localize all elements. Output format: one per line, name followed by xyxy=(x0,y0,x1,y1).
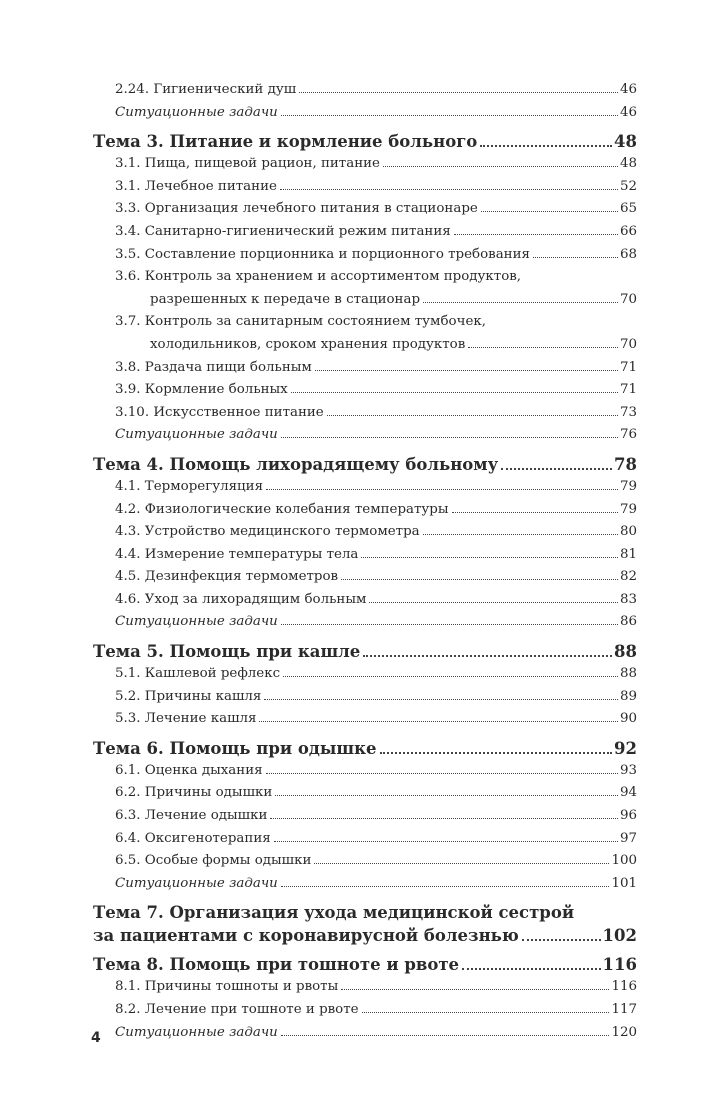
entry-row xyxy=(115,102,637,125)
toc-entry[interactable] xyxy=(93,221,637,244)
entry-row xyxy=(115,976,637,999)
toc-entry[interactable] xyxy=(93,999,637,1022)
toc-entry[interactable] xyxy=(93,589,637,612)
entry-title: 5.2. Причины кашля xyxy=(115,688,262,704)
entry-title: 5.1. Кашлевой рефлекс xyxy=(115,666,281,682)
entry-title: 3.4. Санитарно-гигиенический режим питания xyxy=(115,223,451,239)
entry-row xyxy=(115,521,637,544)
toc-section xyxy=(93,79,637,124)
entry-page-number: 88 xyxy=(614,642,637,662)
entry-page-number: 68 xyxy=(619,246,637,262)
entry-page-number: 120 xyxy=(611,1024,637,1040)
entry-row xyxy=(115,402,637,425)
entry-title: Ситуационные задачи xyxy=(115,427,278,443)
dot-leader xyxy=(299,92,618,93)
entry-page-number: 90 xyxy=(619,711,637,727)
toc-entry[interactable] xyxy=(93,176,637,199)
toc-entry[interactable] xyxy=(93,198,637,221)
entry-row xyxy=(115,289,637,312)
dot-leader xyxy=(423,534,618,535)
toc-heading[interactable] xyxy=(93,453,637,476)
entry-title: Ситуационные задачи xyxy=(115,104,278,120)
entry-row xyxy=(115,244,637,267)
dot-leader xyxy=(468,347,618,348)
dot-leader xyxy=(274,841,618,842)
entry-page-number: 86 xyxy=(619,614,637,630)
toc-entry[interactable] xyxy=(93,102,637,125)
dot-leader xyxy=(533,257,618,258)
entry-row xyxy=(115,198,637,221)
entry-row xyxy=(115,476,637,499)
entry-page-number: 52 xyxy=(619,178,637,194)
entry-page-number: 116 xyxy=(611,979,637,995)
entry-page-number: 101 xyxy=(611,875,637,891)
toc-section xyxy=(93,640,637,731)
dot-leader xyxy=(266,489,618,490)
dot-leader xyxy=(283,676,618,677)
dot-leader xyxy=(341,579,618,580)
dot-leader xyxy=(281,437,618,438)
entry-title: 4.3. Устройство медицинского термометра xyxy=(115,524,420,540)
dot-leader xyxy=(314,863,609,864)
toc-entry[interactable] xyxy=(93,521,637,544)
dot-leader xyxy=(341,989,609,990)
entry-row xyxy=(115,221,637,244)
dot-leader xyxy=(454,234,618,235)
entry-page-number: 78 xyxy=(614,454,637,474)
toc-section xyxy=(93,737,637,896)
toc-entry[interactable] xyxy=(93,850,637,873)
dot-leader xyxy=(281,886,610,887)
entry-row xyxy=(115,357,637,380)
entry-title: холодильников, сроком хранения продуктов xyxy=(150,336,466,352)
entry-title: 3.3. Организация лечебного питания в стационаре xyxy=(115,201,478,217)
entry-row xyxy=(93,737,637,760)
toc-entry[interactable] xyxy=(93,1022,637,1045)
entry-page-number: 46 xyxy=(619,104,637,120)
entry-title: 3.1. Пища, пищевой рацион, питание xyxy=(115,156,380,172)
toc-entry[interactable] xyxy=(93,153,637,176)
toc-heading[interactable] xyxy=(93,640,637,663)
dot-leader xyxy=(452,512,618,513)
dot-leader xyxy=(522,939,601,941)
entry-title: 3.5. Составление порционника и порционного требования xyxy=(115,246,530,262)
dot-leader xyxy=(281,1035,610,1036)
entry-page-number: 117 xyxy=(611,1002,637,1017)
dot-leader xyxy=(481,211,618,212)
entry-page-number: 94 xyxy=(619,785,637,801)
entry-title: Ситуационные задачи xyxy=(115,875,278,891)
entry-page-number: 70 xyxy=(619,291,637,307)
entry-page-number: 71 xyxy=(619,382,637,398)
entry-row xyxy=(115,805,637,828)
entry-page-number: 81 xyxy=(619,546,637,562)
entry-page-number: 73 xyxy=(619,404,637,420)
dot-leader xyxy=(383,166,618,167)
entry-page-number: 71 xyxy=(619,359,637,375)
entry-row xyxy=(115,499,637,522)
entry-row xyxy=(115,873,637,896)
toc-section xyxy=(93,130,637,447)
entry-row xyxy=(115,850,637,873)
entry-page-number: 89 xyxy=(619,688,637,704)
entry-page-number: 88 xyxy=(619,666,637,682)
entry-page-number: 70 xyxy=(619,336,637,352)
entry-row xyxy=(93,453,637,476)
entry-row xyxy=(93,953,637,976)
toc-entry[interactable] xyxy=(93,244,637,267)
toc-section xyxy=(93,953,637,1044)
entry-title: Тема 4. Помощь лихорадящему больному xyxy=(93,454,499,474)
entry-page-number: 93 xyxy=(619,762,637,778)
dot-leader xyxy=(264,699,618,700)
entry-title: за пациентами с коронавирусной болезнью xyxy=(93,926,519,946)
entry-page-number: 80 xyxy=(619,524,637,540)
dot-leader xyxy=(266,773,618,774)
toc-entry[interactable] xyxy=(93,544,637,567)
entry-page-number: 76 xyxy=(619,427,637,443)
toc-entry[interactable] xyxy=(93,760,637,783)
entry-page-number: 79 xyxy=(619,501,637,517)
entry-page-number: 83 xyxy=(619,591,637,607)
entry-row xyxy=(115,686,637,709)
entry-row xyxy=(93,640,637,663)
toc-entry[interactable] xyxy=(93,424,637,447)
entry-title: 3.1. Лечебное питание xyxy=(115,178,277,194)
entry-title: 6.3. Лечение одышки xyxy=(115,808,268,824)
entry-row xyxy=(115,79,637,102)
toc-heading[interactable] xyxy=(93,953,637,976)
entry-row xyxy=(115,760,637,783)
toc-entry[interactable] xyxy=(93,476,637,499)
dot-leader xyxy=(361,557,618,558)
entry-title: 4.1. Терморегуляция xyxy=(115,478,264,494)
entry-row xyxy=(115,999,637,1022)
entry-title: 3.10. Искусственное питание xyxy=(115,404,324,420)
entry-page-number: 92 xyxy=(614,738,637,758)
dot-leader xyxy=(280,189,618,190)
entry-title: 3.9. Кормление больных xyxy=(115,382,288,398)
toc-entry[interactable] xyxy=(93,828,637,851)
toc-entry[interactable] xyxy=(93,499,637,522)
entry-page-number: 96 xyxy=(619,808,637,824)
entry-page-number: 82 xyxy=(619,569,637,585)
dot-leader xyxy=(315,370,618,371)
entry-row xyxy=(115,379,637,402)
toc-entry[interactable] xyxy=(93,611,637,634)
toc-entry[interactable] xyxy=(93,566,637,589)
entry-title: Тема 5. Помощь при кашле xyxy=(93,642,361,662)
toc-entry[interactable] xyxy=(93,357,637,380)
entry-page-number: 46 xyxy=(619,82,637,97)
entry-row xyxy=(115,828,637,851)
dot-leader xyxy=(423,302,618,303)
entry-row xyxy=(115,176,637,199)
entry-title: 4.4. Измерение температуры тела xyxy=(115,546,359,562)
entry-page-number: 79 xyxy=(619,478,637,494)
entry-title: 4.2. Физиологические колебания температуры xyxy=(115,501,449,517)
entry-title-line: Тема 7. Организация ухода медицинской сестрой xyxy=(93,903,575,923)
entry-title: Ситуационные задачи xyxy=(115,1024,278,1040)
toc-entry[interactable] xyxy=(93,686,637,709)
toc-section xyxy=(93,901,637,947)
toc-section xyxy=(93,453,637,634)
entry-row xyxy=(115,566,637,589)
toc-entry[interactable] xyxy=(93,379,637,402)
entry-title: 8.2. Лечение при тошноте и рвоте xyxy=(115,1002,359,1017)
entry-row xyxy=(115,334,637,357)
entry-title: 5.3. Лечение кашля xyxy=(115,711,257,727)
dot-leader xyxy=(291,392,618,393)
dot-leader xyxy=(369,602,618,603)
entry-title: 3.8. Раздача пищи больным xyxy=(115,359,312,375)
dot-leader xyxy=(327,415,618,416)
entry-page-number: 100 xyxy=(611,853,637,869)
entry-title: 6.5. Особые формы одышки xyxy=(115,853,312,869)
toc-entry[interactable] xyxy=(93,402,637,425)
entry-row xyxy=(115,1022,637,1045)
entry-page-number: 48 xyxy=(619,156,637,172)
table-of-contents xyxy=(93,79,637,1050)
toc-entry[interactable] xyxy=(93,805,637,828)
entry-title-line: 3.6. Контроль за хранением и ассортиментом продуктов, xyxy=(115,269,522,285)
dot-leader xyxy=(275,795,618,796)
dot-leader xyxy=(501,468,612,470)
entry-title: Ситуационные задачи xyxy=(115,614,278,630)
entry-title-line: 3.7. Контроль за санитарным состоянием тумбочек, xyxy=(115,314,487,330)
entry-row xyxy=(93,924,637,947)
entry-title: 6.1. Оценка дыхания xyxy=(115,762,263,778)
entry-row xyxy=(115,424,637,447)
dot-leader xyxy=(363,655,612,657)
page-number: 4 xyxy=(91,1030,101,1046)
toc-entry[interactable] xyxy=(93,79,637,102)
entry-row xyxy=(115,782,637,805)
entry-page-number: 97 xyxy=(619,830,637,846)
dot-leader xyxy=(462,968,600,970)
toc-heading[interactable] xyxy=(93,901,637,947)
toc-heading[interactable] xyxy=(93,737,637,760)
toc-heading[interactable] xyxy=(93,130,637,153)
dot-leader xyxy=(281,624,618,625)
dot-leader xyxy=(270,818,618,819)
entry-row xyxy=(115,708,637,731)
entry-title: Тема 6. Помощь при одышке xyxy=(93,738,377,758)
entry-row xyxy=(115,544,637,567)
toc-entry[interactable] xyxy=(93,976,637,999)
dot-leader xyxy=(480,145,612,147)
toc-entry[interactable] xyxy=(93,663,637,686)
toc-entry[interactable] xyxy=(93,311,637,356)
entry-row xyxy=(115,663,637,686)
dot-leader xyxy=(281,115,618,116)
entry-title: Тема 8. Помощь при тошноте и рвоте xyxy=(93,955,460,975)
toc-entry[interactable] xyxy=(93,873,637,896)
entry-title: 6.2. Причины одышки xyxy=(115,785,273,801)
toc-entry[interactable] xyxy=(93,782,637,805)
entry-page-number: 65 xyxy=(619,201,637,217)
entry-page-number: 48 xyxy=(614,132,637,152)
entry-title: 2.24. Гигиенический душ xyxy=(115,82,297,97)
entry-title: Тема 3. Питание и кормление больного xyxy=(93,132,478,152)
entry-row xyxy=(93,130,637,153)
toc-entry[interactable] xyxy=(93,266,637,311)
entry-title: 4.6. Уход за лихорадящим больным xyxy=(115,591,367,607)
entry-title: 8.1. Причины тошноты и рвоты xyxy=(115,979,339,995)
entry-row xyxy=(115,589,637,612)
entry-page-number: 102 xyxy=(602,926,637,946)
entry-row xyxy=(115,611,637,634)
dot-leader xyxy=(380,752,613,754)
toc-entry[interactable] xyxy=(93,708,637,731)
dot-leader xyxy=(362,1012,610,1013)
entry-row xyxy=(115,153,637,176)
dot-leader xyxy=(259,721,617,722)
entry-title: 4.5. Дезинфекция термометров xyxy=(115,569,339,585)
entry-title: 6.4. Оксигенотерапия xyxy=(115,830,271,846)
entry-page-number: 116 xyxy=(602,955,637,975)
entry-title: разрешенных к передаче в стационар xyxy=(150,291,421,307)
entry-page-number: 66 xyxy=(619,223,637,239)
